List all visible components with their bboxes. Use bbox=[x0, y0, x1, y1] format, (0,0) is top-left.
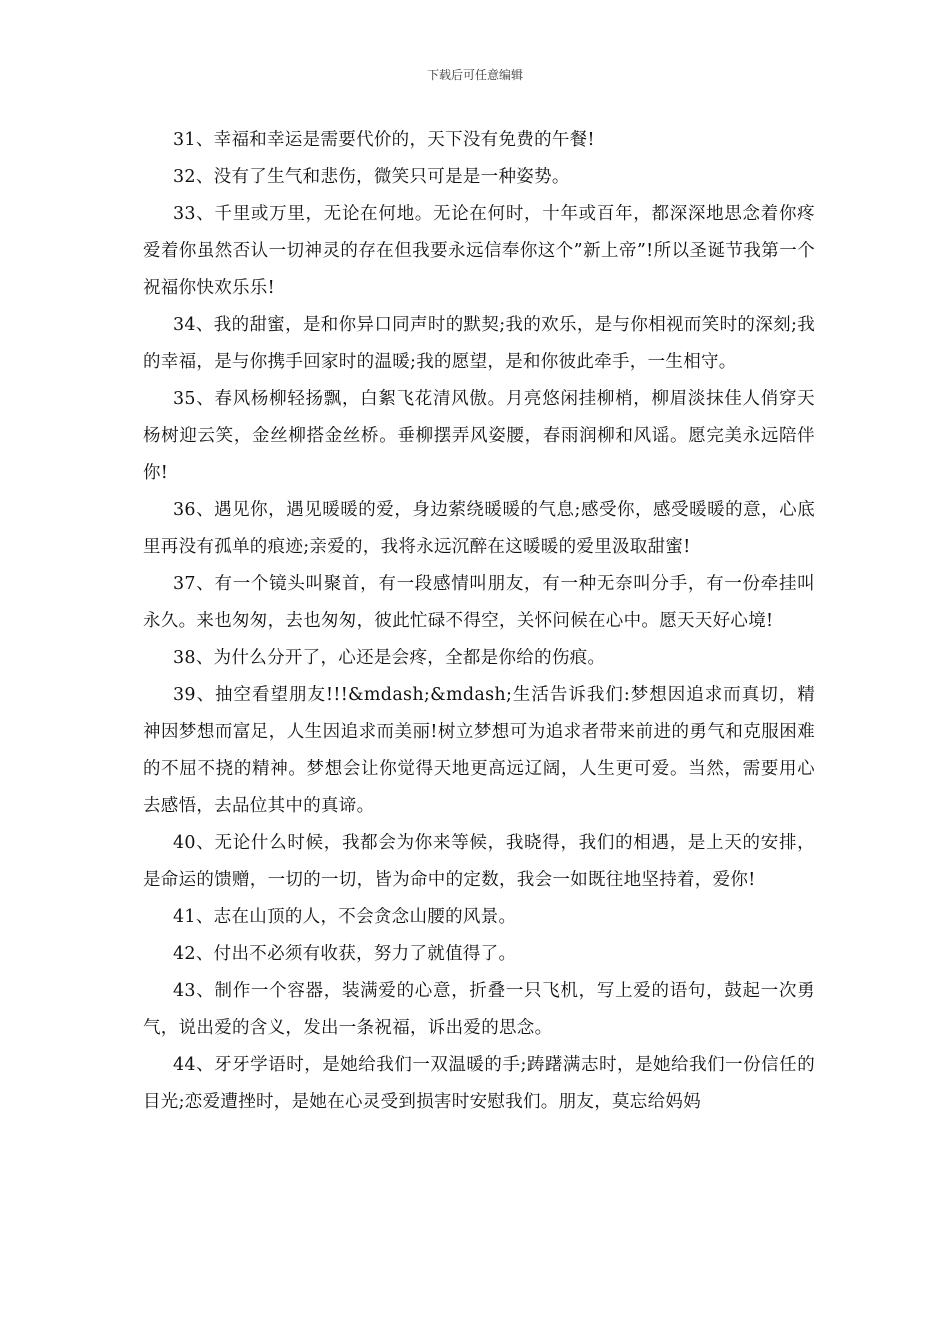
paragraph-41: 41、志在山顶的人，不会贪念山腰的风景。 bbox=[173, 907, 517, 927]
paragraph-37: 37、有一个镜头叫聚首，有一段感情叫朋友，有一种无奈叫分手，有一份牵挂叫永久。来也匆匆，去也匆匆，彼此忙碌不得空，关怀问候在心中。愿天天好心境! bbox=[143, 574, 815, 631]
paragraph-39: 39、抽空看望朋友!!!&mdash;&mdash;生活告诉我们:梦想因追求而真切，精神因梦想而富足，人生因追求而美丽!树立梦想可为追求者带来前进的勇气和克服困难的不屈不挠的精神。梦想会让你觉得天地更高远辽阔，人生更可爱。当然，需要用心去感悟，去品位其中的真谛。 bbox=[143, 685, 815, 816]
paragraph-34: 34、我的甜蜜，是和你异口同声时的默契;我的欢乐，是与你相视而笑时的深刻;我的幸福，是与你携手回家时的温暖;我的愿望，是和你彼此牵手，一生相守。 bbox=[143, 315, 815, 372]
paragraph-33: 33、千里或万里，无论在何地。无论在何时，十年或百年，都深深地思念着你疼爱着你虽然否认一切神灵的存在但我要永远信奉你这个”新上帝”!所以圣诞节我第一个祝福你快欢乐乐! bbox=[143, 204, 815, 298]
paragraph-40: 40、无论什么时候，我都会为你来等候，我晓得，我们的相遇，是上天的安排，是命运的馈赠，一切的一切，皆为命中的定数，我会一如既往地坚持着，爱你! bbox=[143, 833, 815, 890]
paragraph-36: 36、遇见你，遇见暖暖的爱，身边萦绕暖暖的气息;感受你，感受暖暖的意，心底里再没有孤单的痕迹;亲爱的，我将永远沉醉在这暖暖的爱里汲取甜蜜! bbox=[143, 500, 815, 557]
paragraph-35: 35、春风杨柳轻扬飘，白絮飞花清风傲。月亮悠闲挂柳梢，柳眉淡抹佳人俏穿天杨树迎云笑，金丝柳搭金丝桥。垂柳摆弄风姿腰，春雨润柳和风谣。愿完美永远陪伴你! bbox=[143, 389, 815, 483]
paragraph-31: 31、幸福和幸运是需要代价的，天下没有免费的午餐! bbox=[173, 130, 595, 150]
document-body bbox=[143, 122, 815, 1121]
paragraph-32: 32、没有了生气和悲伤，微笑只可是是一种姿势。 bbox=[173, 167, 570, 187]
paragraph-38: 38、为什么分开了，心还是会疼，全都是你给的伤痕。 bbox=[173, 648, 606, 668]
page-header: 下载后可任意编辑 bbox=[426, 68, 523, 82]
paragraph-44: 44、牙牙学语时，是她给我们一双温暖的手;踌躇满志时，是她给我们一份信任的目光;恋爱遭挫时，是她在心灵受到损害时安慰我们。朋友，莫忘给妈妈 bbox=[143, 1055, 815, 1112]
paragraph-42: 42、付出不必须有收获，努力了就值得了。 bbox=[173, 944, 517, 964]
paragraph-43: 43、制作一个容器，装满爱的心意，折叠一只飞机，写上爱的语句，鼓起一次勇气，说出爱的含义，发出一条祝福，诉出爱的思念。 bbox=[143, 981, 815, 1038]
